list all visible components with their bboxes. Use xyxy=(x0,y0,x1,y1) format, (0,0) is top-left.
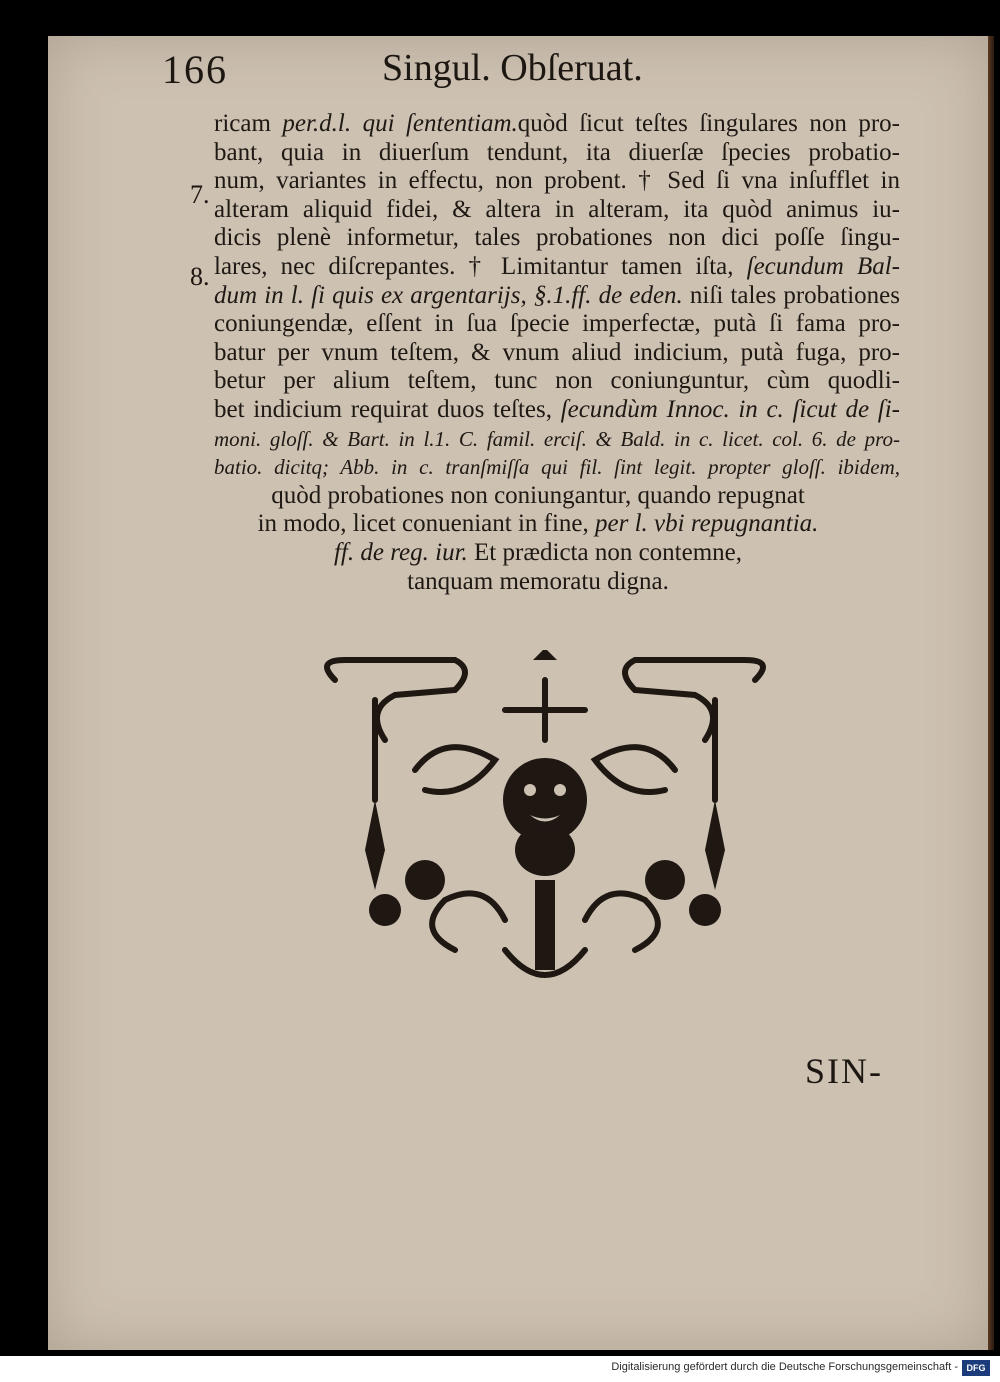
text-line: ricam per.d.l. qui ſententiam.quòd ſicut teſtes ſingulares non pro- xyxy=(214,110,900,137)
page-header xyxy=(162,38,782,98)
text-line: num, variantes in effectu, non probent. † Sed ſi vna inſufflet in xyxy=(214,167,900,195)
text-line: quòd probationes non coniungantur, quando repugnat xyxy=(271,481,805,509)
text-line: batio. dicitq; Abb. in c. tranſmiſſa qui fil. ſint legit. propter gloſſ. ibidem, xyxy=(214,455,900,480)
footer-credit: Digitalisierung gefördert durch die Deutsche Forschungsgemeinschaft - xyxy=(611,1361,958,1373)
text-line: in modo, licet conueniant in fine, per l. vbi repugnantia. xyxy=(257,510,819,538)
text-line: bet indicium requirat duos teſtes, ſecundùm Innoc. in c. ſicut de ſi- xyxy=(214,395,900,423)
body-text xyxy=(176,110,900,596)
footer-bar xyxy=(0,1356,1000,1382)
margin-number-7: 7. xyxy=(190,180,210,209)
text-line: dum in l. ſi quis ex argentarijs, §.1.ff. de eden. niſi tales probationes xyxy=(214,281,900,309)
text-line: coniungendæ, eſſent in ſua ſpecie imperfectæ, putà ſi fama pro- xyxy=(214,310,900,338)
text-line: dicis plenè informetur, tales probationes non dici poſſe ſingu- xyxy=(214,224,900,252)
text-line: tanquam memoratu digna. xyxy=(407,567,669,595)
text-line: batur per vnum teſtem, & vnum aliud indicium, putà fuga, pro- xyxy=(214,338,900,366)
text-line: bant, quia in diuerſum tendunt, ita diuerſæ ſpecies probatio- xyxy=(214,138,900,166)
catchword: SIN- xyxy=(805,1051,883,1091)
running-title: Singul. Obſeruat. xyxy=(382,47,643,89)
text-line: lares, nec diſcrepantes. † Limitantur tamen iſta, ſecundum Bal- xyxy=(214,252,901,280)
text-line: moni. gloſſ. & Bart. in l.1. C. famil. erciſ. & Bald. in c. licet. col. 6. de pro- xyxy=(214,426,900,451)
page-number: 166 xyxy=(162,47,228,92)
dfg-logo: DFG xyxy=(962,1360,990,1376)
tailpiece-ornament xyxy=(305,650,785,1020)
text-line: alteram aliquid fidei, & altera in alteram, ita quòd animus iu- xyxy=(214,195,900,223)
margin-number-8: 8. xyxy=(190,262,210,291)
text-line: ff. de reg. iur. Et prædicta non contemne, xyxy=(333,538,743,566)
text-line: betur per alium teſtem, tunc non coniunguntur, cùm quodli- xyxy=(214,367,900,395)
page-edge xyxy=(988,36,994,1350)
